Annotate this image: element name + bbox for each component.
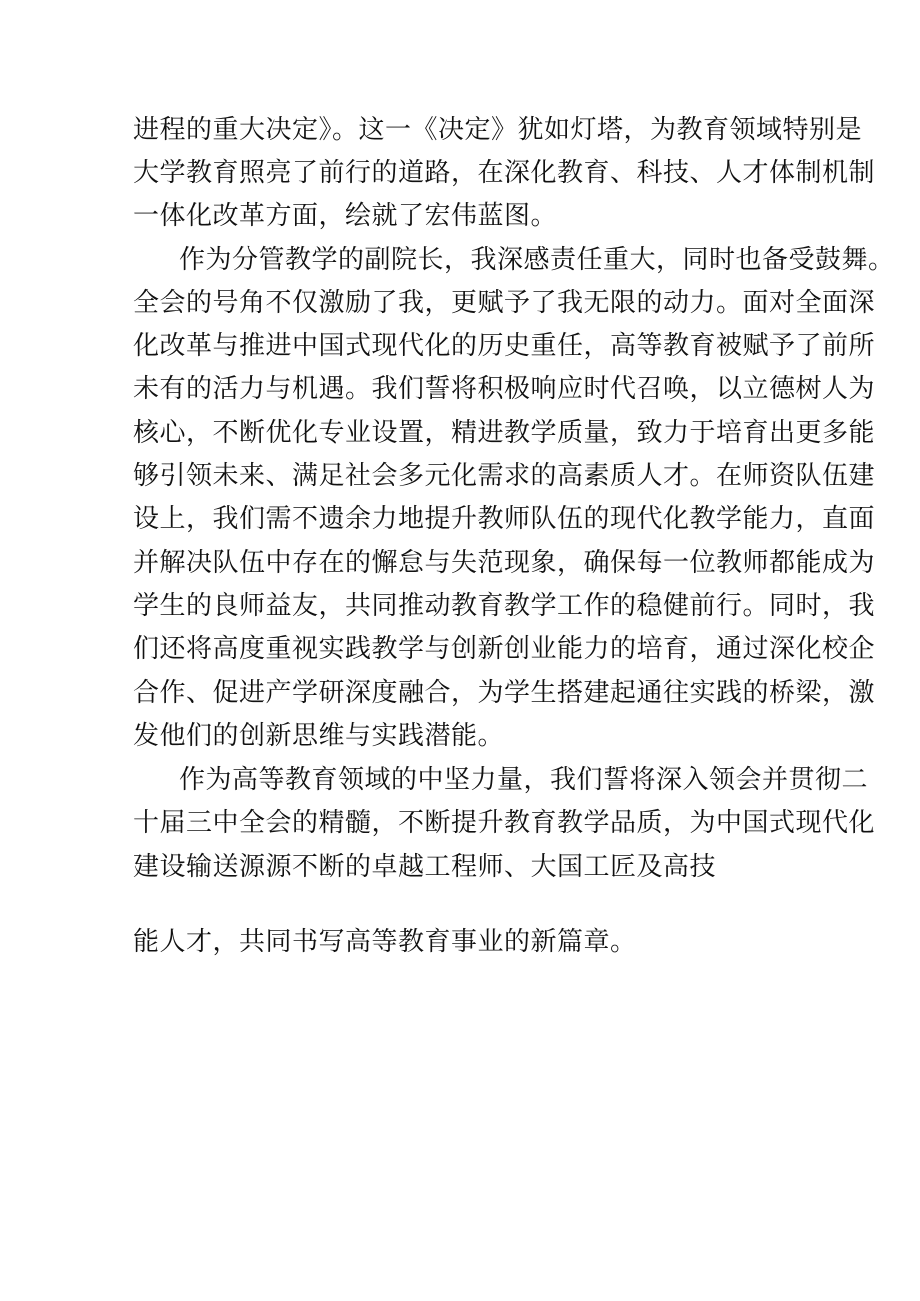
text-line: 核心，不断优化专业设置，精进教学质量，致力于培育出更多能	[133, 418, 876, 448]
text-line: 并解决队伍中存在的懈怠与失范现象，确保每一位教师都能成为	[133, 548, 876, 578]
text-line: 未有的活力与机遇。我们誓将积极响应时代召唤，以立德树人为	[133, 374, 876, 404]
text-line: 学生的良师益友，共同推动教育教学工作的稳健前行。同时，我	[133, 591, 876, 621]
text-line: 发他们的创新思维与实践潜能。	[133, 721, 505, 751]
text-line: 够引领未来、满足社会多元化需求的高素质人才。在师资队伍建	[133, 461, 876, 491]
text-line: 大学教育照亮了前行的道路，在深化教育、科技、人才体制机制	[133, 158, 876, 188]
text-line: 化改革与推进中国式现代化的历史重任，高等教育被赋予了前所	[133, 331, 876, 361]
text-line: 全会的号角不仅激励了我，更赋予了我无限的动力。面对全面深	[133, 288, 876, 318]
text-line: 合作、促进产学研深度融合，为学生搭建起通往实践的桥梁，激	[133, 678, 876, 708]
text-line: 设上，我们需不遗余力地提升教师队伍的现代化教学能力，直面	[133, 504, 876, 534]
text-line: 能人才，共同书写高等教育事业的新篇章。	[133, 927, 637, 957]
text-line: 建设输送源源不断的卓越工程师、大国工匠及高技	[133, 852, 717, 882]
paragraph-first-line: 作为分管教学的副院长，我深感责任重大，同时也备受鼓舞。	[179, 245, 895, 275]
text-line: 一体化改革方面，绘就了宏伟蓝图。	[133, 201, 558, 231]
paragraph-first-line: 作为高等教育领域的中坚力量，我们誓将深入领会并贯彻二	[179, 765, 869, 795]
text-line: 们还将高度重视实践教学与创新创业能力的培育，通过深化校企	[133, 634, 876, 664]
text-line: 进程的重大决定》。这一《决定》犹如灯塔，为教育领域特别是	[133, 115, 863, 145]
text-line: 十届三中全会的精髓，不断提升教育教学品质，为中国式现代化	[133, 808, 876, 838]
